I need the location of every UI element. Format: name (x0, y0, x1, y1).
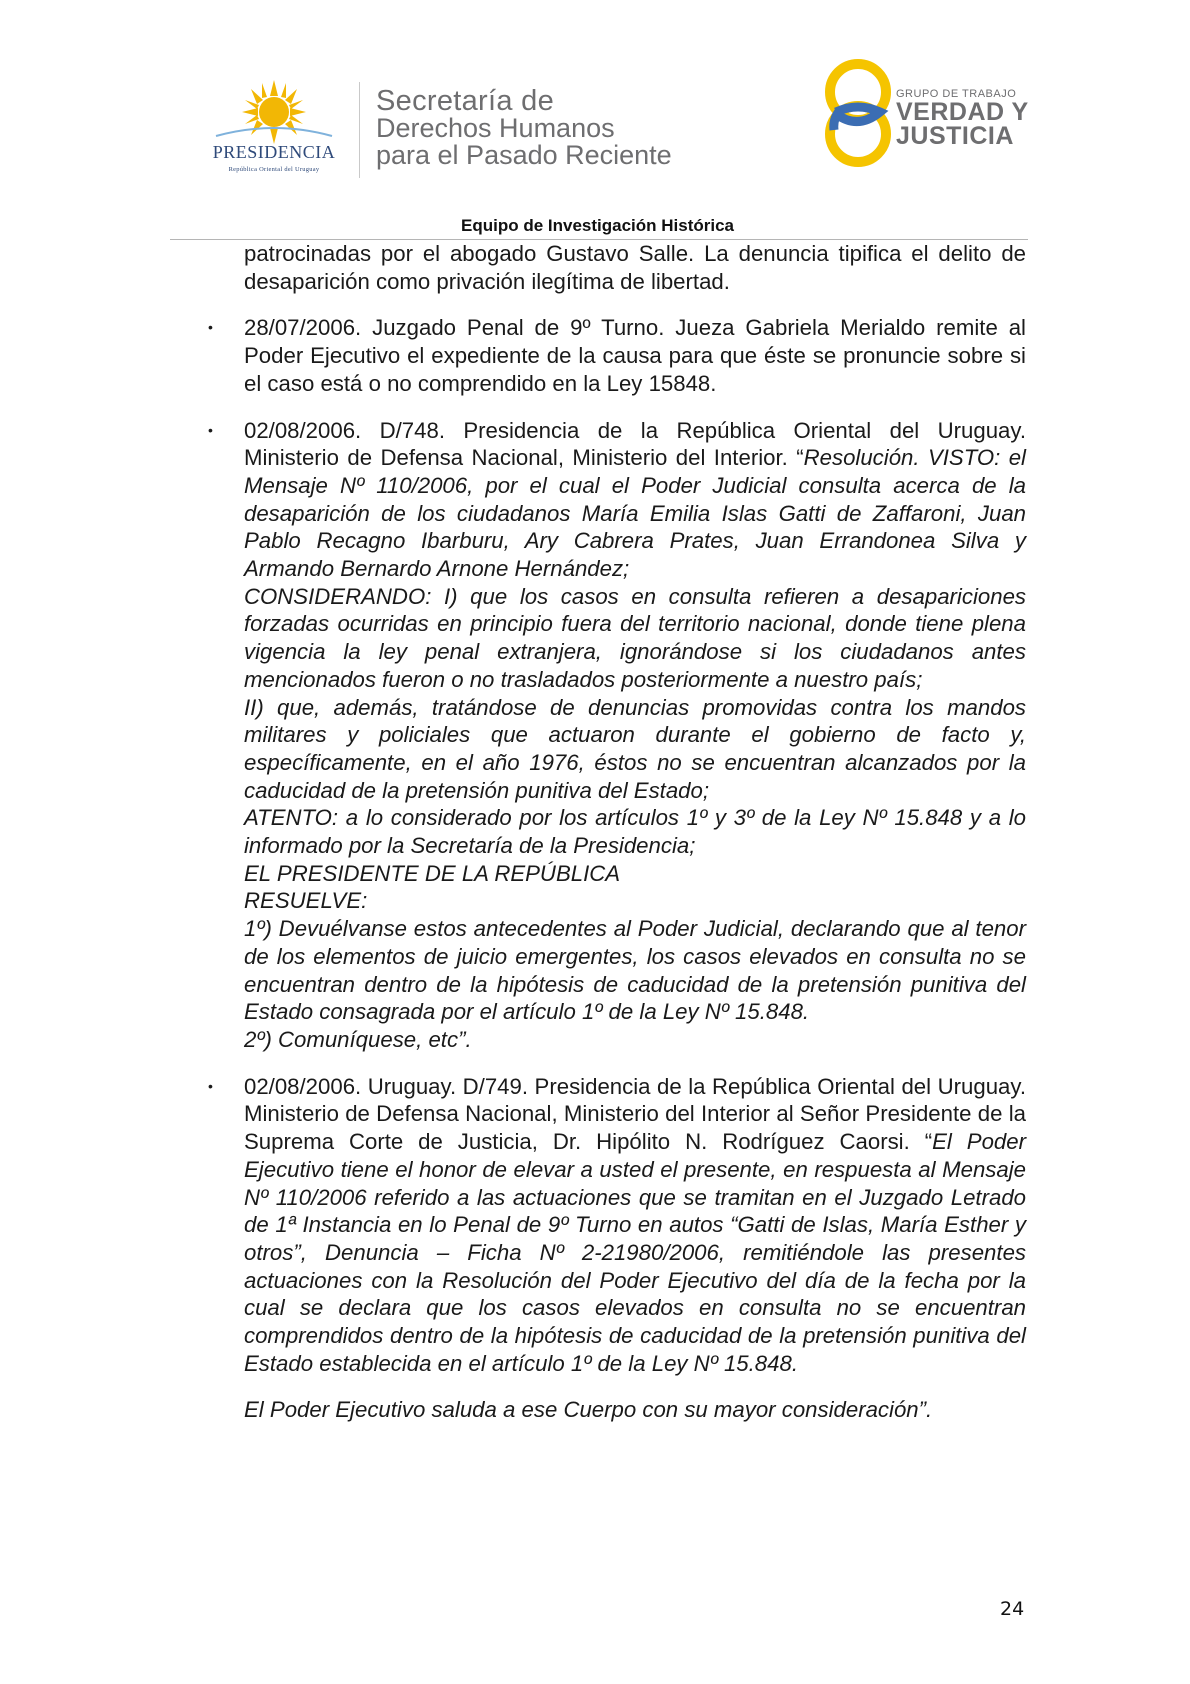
closing-paragraph (206, 1396, 1026, 1424)
item-3-closing: El Poder Ejecutivo saluda a ese Cuerpo con su mayor consideración”. (244, 1397, 933, 1423)
intro-paragraph (206, 240, 1026, 295)
item-2-resuelve: RESUELVE: (244, 888, 368, 914)
verdad-justicia-wordmark (896, 88, 1029, 148)
item-2-resolution-2: 2º) Comuníquese, etc”. (244, 1026, 472, 1052)
header-divider (359, 82, 360, 178)
document-body (206, 240, 1026, 1424)
grupo-line-1: GRUPO DE TRABAJO (896, 88, 1017, 100)
item-2-considerando: CONSIDERANDO: I) que los casos en consulta refieren a desapariciones forzadas ocurridas en principio fuera del territorio nacional, donde tiene plena vigencia la ley penal extranjera, ignorándose si los ciudadanos antes mencionados fueron o no trasladados posteriormente a nuestro país; (244, 583, 1026, 692)
intro-text: patrocinadas por el abogado Gustavo Salle. La denuncia tipifica el delito de desaparición como privación ilegítima de libertad. (244, 241, 1026, 294)
presidencia-logo (196, 80, 352, 180)
page-header (0, 0, 1190, 240)
team-title: Equipo de Investigación Histórica (461, 216, 734, 235)
item-2-presidente: EL PRESIDENTE DE LA REPÚBLICA (244, 860, 621, 886)
bullet-icon: • (208, 421, 213, 438)
item-2-ii: II) que, además, tratándose de denuncias promovidas contra los mandos militares y policiales que actuaron durante el gobierno de facto y, específicamente, en el año 1976, éstos no se encuentran alcanzados por la caducidad de la pretensión punitiva del Estado; (244, 694, 1026, 803)
presidencia-subtitle: República Oriental del Uruguay (228, 166, 320, 173)
bullet-icon: • (208, 319, 213, 336)
item-2-lead: 02/08/2006. D/748. Presidencia de la República Oriental del Uruguay. Ministerio de Defensa Nacional, Ministerio del Interior. “ (244, 417, 1026, 471)
presidencia-name: PRESIDENCIA (212, 142, 336, 162)
grupo-line-2: VERDAD Y (896, 98, 1029, 126)
item-3-quote: El Poder Ejecutivo tiene el honor de elevar a usted el presente, en respuesta al Mensaje Nº 110/2006 referido a las actuaciones que se tramitan en el Juzgado Letrado de 1ª Instancia en lo Penal de 9º Turno en autos “Gatti de Islas, María Esther y otros”, Denuncia – Ficha Nº 2-21980/2006, remitiéndole las presentes actuaciones con la Resolución del Poder Ejecutivo del día de la fecha por la cual se declara que los casos elevados en consulta no se encuentran comprendidos dentro de la hipótesis de caducidad de la pretensión punitiva del Estado establecida en el artículo 1º de la Ley Nº 15.848. (244, 1129, 1026, 1376)
grupo-line-3: JUSTICIA (896, 122, 1014, 150)
list-item (206, 1073, 1026, 1378)
sun-icon (196, 80, 352, 144)
secretaria-title (376, 85, 672, 170)
page-number: 24 (1000, 1598, 1025, 1620)
item-2-resolution-1: 1º) Devuélvanse estos antecedentes al Poder Judicial, declarando que al tenor de los elementos de juicio emergentes, los casos elevados en consulta no se encuentran dentro de la hipótesis de caducidad de la pretensión punitiva del Estado consagrada por el artículo 1º de la Ley Nº 15.848. (244, 916, 1026, 1025)
item-2-atento: ATENTO: a lo considerado por los artículos 1º y 3º de la Ley Nº 15.848 y a lo informado por la Secretaría de la Presidencia; (244, 805, 1026, 859)
bullet-icon: • (208, 1077, 213, 1094)
secretaria-line-3: para el Pasado Reciente (376, 140, 672, 170)
secretaria-line-1: Secretaría de (376, 85, 554, 117)
list-item (206, 314, 1026, 397)
item-1-text: 28/07/2006. Juzgado Penal de 9º Turno. Jueza Gabriela Merialdo remite al Poder Ejecutivo el expediente de la causa para que éste se pronuncie sobre si el caso está o no comprendido en la Ley 15848. (244, 315, 1026, 396)
list-item (206, 417, 1026, 1054)
item-3-lead: 02/08/2006. Uruguay. D/749. Presidencia de la República Oriental del Uruguay. Ministerio de Defensa Nacional, Ministerio del Interior al Señor Presidente de la Suprema Corte de Justicia, Dr. Hipólito N. Rodríguez Caorsi. “ (244, 1073, 1026, 1155)
item-2-visto: Resolución. VISTO: el Mensaje Nº 110/2006, por el cual el Poder Judicial consulta acerca de la desaparición de los ciudadanos María Emilia Islas Gatti de Zaffaroni, Juan Pablo Recagno Ibarburu, Ary Cabrera Prates, Juan Errandonea Silva y Armando Bernardo Arnone Hernández; (244, 445, 1026, 582)
secretaria-line-2: Derechos Humanos (376, 113, 615, 143)
